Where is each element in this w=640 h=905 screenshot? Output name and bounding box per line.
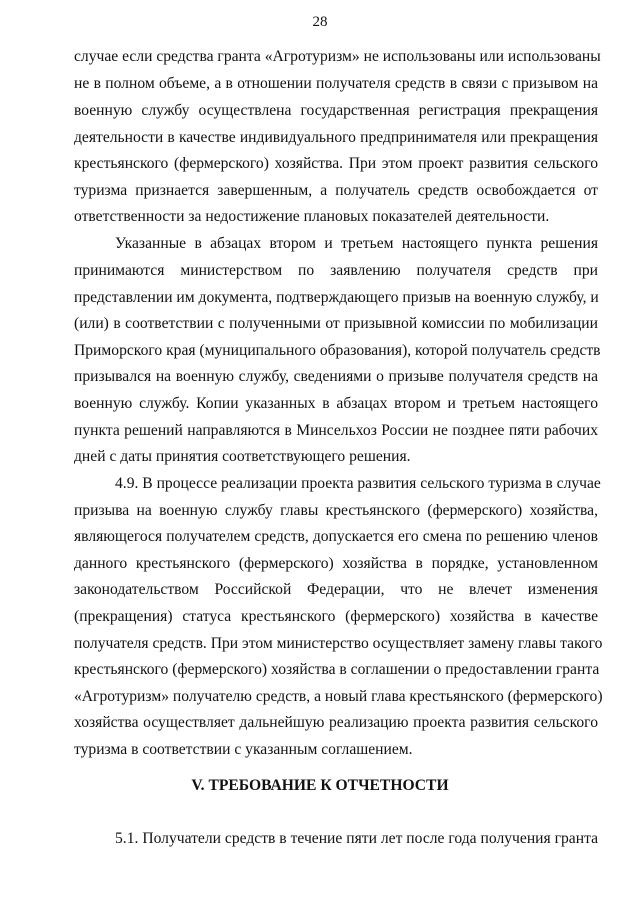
text-line: крестьянского (фермерского) хозяйства в соглашении о предоставлении гранта	[74, 661, 600, 678]
text-line: являющегося получателем средств, допускается его смена по решению членов	[74, 528, 598, 545]
text-line: дней с даты принятия соответствующего решения.	[74, 448, 411, 465]
text-line: деятельности в качестве индивидуального предпринимателя или прекращения	[74, 129, 598, 146]
text-line: (или) в соответствии с полученными от призывной комиссии по мобилизации	[74, 315, 598, 332]
text-line: законодательством Российской Федерации, что не влечет изменения	[74, 581, 598, 598]
text-line: военную службу осуществлена государственная регистрация прекращения	[74, 102, 598, 119]
text-line: призывался на военную службу, сведениями о призыве получателя средств на	[74, 368, 598, 385]
text-line: принимаются министерством по заявлению получателя средств при	[74, 262, 598, 279]
text-line: случае если средства гранта «Агротуризм» не использованы или использованы	[74, 48, 601, 65]
text-line: крестьянского (фермерского) хозяйства. При этом проект развития сельского	[74, 155, 598, 172]
text-line: получателя средств. При этом министерство осуществляет замену главы такого	[74, 635, 603, 652]
text-line: туризма признается завершенным, а получатель средств освобождается от	[74, 182, 598, 199]
text-line: Указанные в абзацах втором и третьем настоящего пункта решения	[115, 235, 598, 252]
text-line: 5.1. Получатели средств в течение пяти лет после года получения гранта	[115, 830, 598, 847]
text-line: Приморского края (муниципального образования), которой получатель средств	[74, 342, 601, 359]
text-line: представлении им документа, подтверждающего призыв на военную службу, и	[74, 289, 599, 306]
text-line: (прекращения) статуса крестьянского (фермерского) хозяйства в качестве	[74, 608, 598, 625]
text-line: туризма в соответствии с указанным соглашением.	[74, 741, 413, 758]
text-line: 4.9. В процессе реализации проекта развития сельского туризма в случае	[115, 475, 601, 492]
text-line: «Агротуризм» получателю средств, а новый глава крестьянского (фермерского)	[74, 688, 603, 705]
text-line: ответственности за недостижение плановых показателей деятельности.	[74, 208, 550, 225]
text-line: призыва на военную службу главы крестьянского (фермерского) хозяйства,	[74, 502, 598, 519]
page-number: 28	[312, 14, 328, 30]
section-heading: V. ТРЕБОВАНИЕ К ОТЧЕТНОСТИ	[191, 777, 449, 794]
text-line: военную службу. Копии указанных в абзацах втором и третьем настоящего	[74, 395, 598, 412]
text-line: данного крестьянского (фермерского) хозяйства в порядке, установленном	[74, 555, 598, 572]
text-line: не в полном объеме, а в отношении получателя средств в связи с призывом на	[74, 75, 598, 92]
text-line: пункта решений направляются в Минсельхоз России не позднее пяти рабочих	[74, 422, 598, 439]
text-line: хозяйства осуществляет дальнейшую реализацию проекта развития сельского	[74, 714, 598, 731]
